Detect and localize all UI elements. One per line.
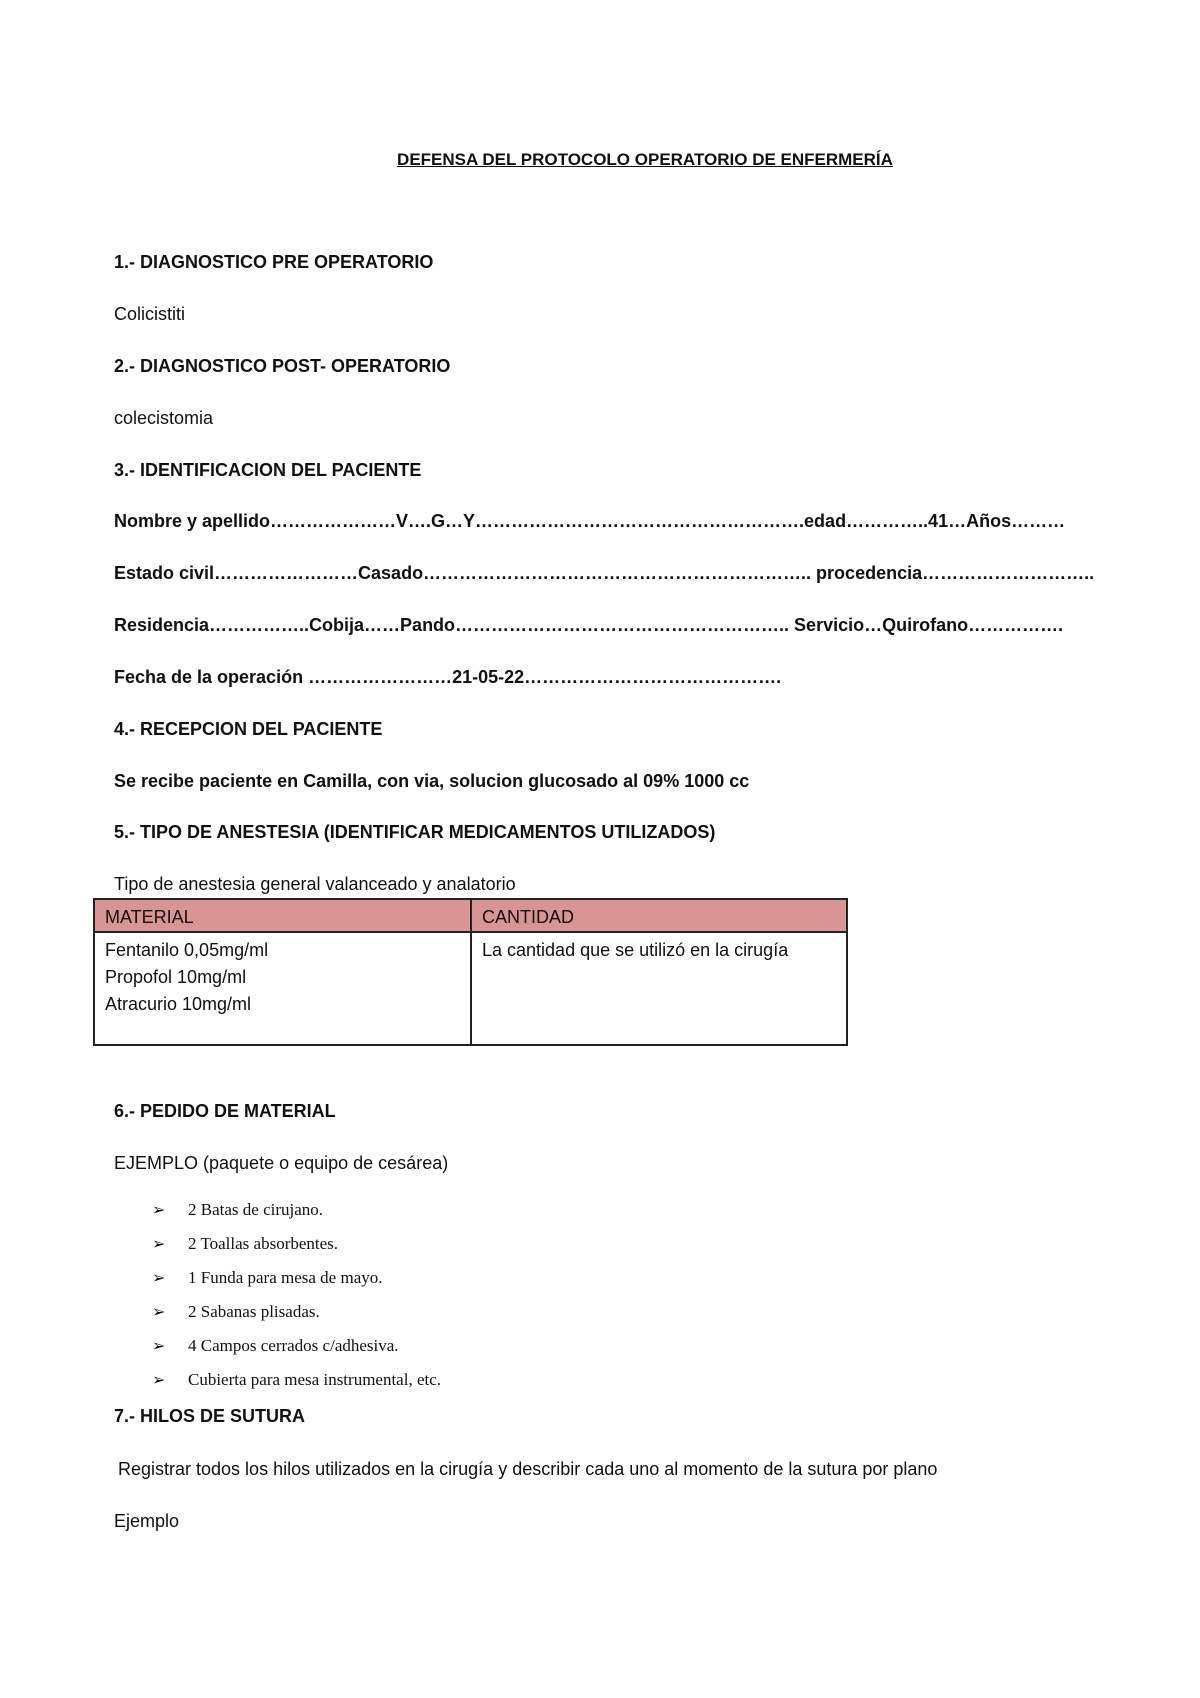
operation-date-line: Fecha de la operación ……………………21-05-22……………………………………. xyxy=(114,667,782,687)
patient-reception-text: Se recibe paciente en Camilla, con via, solucion glucosado al 09% 1000 cc xyxy=(114,771,750,791)
list-item: 1 Funda para mesa de mayo. xyxy=(188,1268,383,1287)
header-material: MATERIAL xyxy=(105,907,194,927)
material-item: Fentanilo 0,05mg/ml xyxy=(105,940,269,960)
section-2-heading: 2.- DIAGNOSTICO POST- OPERATORIO xyxy=(114,356,451,376)
anesthesia-type-text: Tipo de anestesia general valanceado y analatorio xyxy=(114,874,516,894)
section-3-heading: 3.- IDENTIFICACION DEL PACIENTE xyxy=(114,460,422,480)
material-item: Atracurio 10mg/ml xyxy=(105,994,252,1014)
section-4-heading: 4.- RECEPCION DEL PACIENTE xyxy=(114,719,383,739)
list-item: 2 Toallas absorbentes. xyxy=(188,1234,339,1253)
anesthesia-table xyxy=(93,898,848,1046)
post-operative-diagnosis: colecistomia xyxy=(114,408,214,428)
arrow-bullet-icon: ➢ xyxy=(152,1202,166,1219)
arrow-bullet-icon: ➢ xyxy=(152,1304,166,1321)
arrow-bullet-icon: ➢ xyxy=(152,1236,166,1253)
list-item: 2 Sabanas plisadas. xyxy=(188,1302,320,1321)
arrow-bullet-icon: ➢ xyxy=(152,1338,166,1355)
residence-line: Residencia……………..Cobija……Pando……………………………………………….. Servicio…Quirofano……………. xyxy=(114,615,1064,635)
header-cantidad: CANTIDAD xyxy=(482,907,575,927)
arrow-bullet-icon: ➢ xyxy=(152,1372,166,1389)
suture-example-label: Ejemplo xyxy=(114,1511,180,1531)
list-item: 4 Campos cerrados c/adhesiva. xyxy=(188,1336,399,1355)
section-1-heading: 1.- DIAGNOSTICO PRE OPERATORIO xyxy=(114,252,434,272)
document-title: DEFENSA DEL PROTOCOLO OPERATORIO DE ENFERMERÍA xyxy=(397,150,893,169)
pre-operative-diagnosis: Colicistiti xyxy=(114,304,186,324)
section-6-heading: 6.- PEDIDO DE MATERIAL xyxy=(114,1101,336,1121)
material-item: Propofol 10mg/ml xyxy=(105,967,247,987)
section-7-heading: 7.- HILOS DE SUTURA xyxy=(114,1406,306,1426)
arrow-bullet-icon: ➢ xyxy=(152,1270,166,1287)
table-column-divider xyxy=(470,900,472,1044)
material-example-text: EJEMPLO (paquete o equipo de cesárea) xyxy=(114,1153,449,1173)
section-5-heading: 5.- TIPO DE ANESTESIA (IDENTIFICAR MEDICAMENTOS UTILIZADOS) xyxy=(114,822,716,842)
list-item: 2 Batas de cirujano. xyxy=(188,1200,324,1219)
list-item: Cubierta para mesa instrumental, etc. xyxy=(188,1370,442,1389)
civil-status-line: Estado civil……………………Casado……………………………………………………….. procedencia……………………….. xyxy=(114,563,1095,583)
cantidad-cell: La cantidad que se utilizó en la cirugía xyxy=(482,940,789,960)
suture-instructions: Registrar todos los hilos utilizados en la cirugía y describir cada uno al momento de la sutura por plano xyxy=(118,1459,938,1479)
patient-name-line: Nombre y apellido…………………V….G…Y……………………………………………….edad…………..41…Años……… xyxy=(114,511,1066,531)
material-cell xyxy=(105,937,268,1018)
